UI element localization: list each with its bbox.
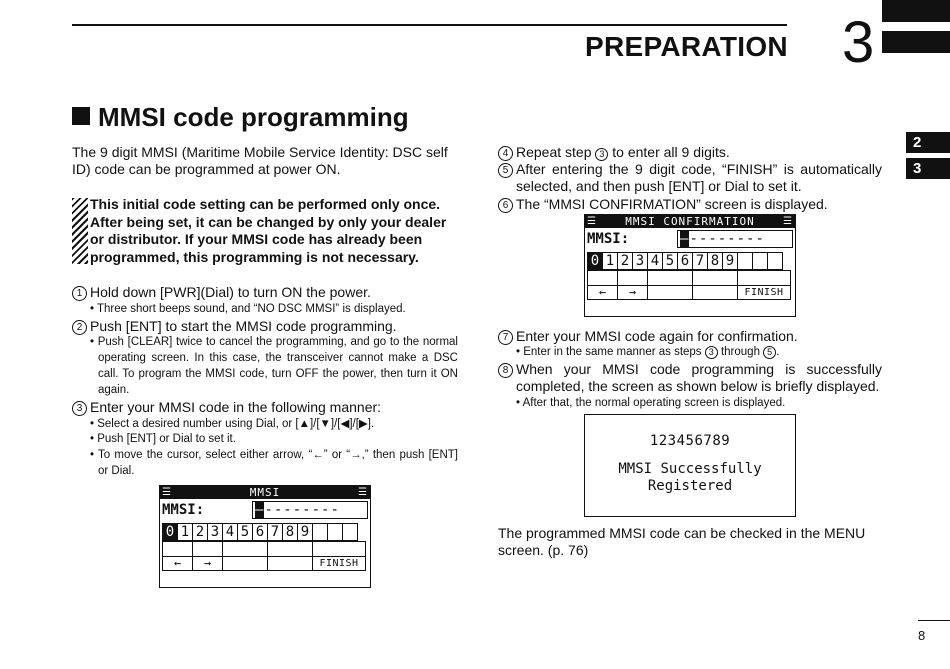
page-number: 8	[918, 628, 926, 643]
step-number-icon: 4	[498, 146, 513, 161]
header-rule	[72, 24, 787, 26]
side-tab-3[interactable]: 3	[906, 158, 950, 179]
step-7: 7 Enter your MMSI code again for confirmation.	[498, 328, 882, 345]
success-line-2: Registered	[647, 478, 733, 494]
mmsi-input[interactable]: –--------	[252, 501, 368, 519]
mmsi-confirmation-lcd-screen	[584, 214, 796, 317]
menu-icon: ☰	[783, 216, 793, 227]
chapter-bar-mid	[882, 31, 950, 53]
chapter-number: 3	[842, 10, 875, 75]
step-ref-icon: 5	[763, 346, 776, 359]
arrow-left-button[interactable]: ←	[587, 285, 618, 300]
warning-text: This initial code setting can be performed only once. After being set, it can be changed by only your dealer or distributor. If your MMSI code has already been programmed, this programming is not necessary.	[90, 196, 447, 265]
arrow-right-button[interactable]: →	[192, 556, 223, 571]
blank-cell	[647, 270, 693, 286]
digit-key[interactable]: 5	[662, 252, 678, 270]
blank-key	[342, 523, 358, 541]
digit-key[interactable]: 0	[587, 252, 603, 270]
digit-key[interactable]: 1	[177, 523, 193, 541]
mmsi-code-display: 123456789	[649, 433, 731, 449]
step-5: 5 After entering the 9 digit code, “FINISH” is automatically selected, and then push [ENT] or Dial to set it.	[498, 161, 882, 195]
step-3-note-2: • Push [ENT] or Dial to set it.	[90, 433, 236, 445]
step-8: 8 When your MMSI code programming is successfully completed, the screen as shown below is briefly displayed.	[498, 361, 882, 395]
step-1-note: • Three short beeps sound, and “NO DSC MMSI” is displayed.	[90, 303, 406, 315]
blank-row	[163, 541, 366, 557]
digit-key[interactable]: 8	[707, 252, 723, 270]
nav-row	[163, 556, 366, 571]
blank-cell	[647, 285, 693, 300]
page-number-rule	[918, 620, 950, 621]
step-number-icon: 3	[72, 401, 87, 416]
step-3-note-1: • Select a desired number using Dial, or [▲]/[▼]/[◀]/[▶].	[90, 418, 375, 430]
step-number-icon: 1	[72, 286, 87, 301]
digit-key[interactable]: 6	[677, 252, 693, 270]
step-number-icon: 6	[498, 198, 513, 213]
arrow-right-button[interactable]: →	[617, 285, 648, 300]
menu-icon: ☰	[358, 487, 368, 498]
blank-cell	[587, 270, 618, 286]
step-1: 1 Hold down [PWR](Dial) to turn ON the power.	[72, 284, 458, 301]
digit-key[interactable]: 8	[282, 523, 298, 541]
footer-text: The programmed MMSI code can be checked in the MENU screen. (p. 76)	[498, 525, 866, 558]
digit-key[interactable]: 5	[237, 523, 253, 541]
square-bullet-icon	[72, 107, 90, 125]
blank-cell	[192, 541, 223, 557]
blank-cell	[267, 556, 313, 571]
blank-cell	[617, 270, 648, 286]
mmsi-label: MMSI:	[587, 231, 630, 247]
step-8-note: • After that, the normal operating screen is displayed.	[516, 397, 786, 409]
intro-text: The 9 digit MMSI (Maritime Mobile Service Identity: DSC self ID) code can be programmed at power ON.	[72, 144, 448, 177]
section-title: MMSI code programming	[72, 102, 409, 133]
chapter-bar-top	[882, 0, 950, 22]
digit-keypad	[163, 523, 358, 541]
digit-key[interactable]: 2	[192, 523, 208, 541]
step-number-icon: 2	[72, 320, 87, 335]
digit-key[interactable]: 4	[222, 523, 238, 541]
step-number-icon: 8	[498, 363, 513, 378]
step-ref-icon: 3	[705, 346, 718, 359]
step-2-note: • Push [CLEAR] twice to cancel the programming, and go to the normal operating screen. In this case, the transceiver cannot make a DSC call. To program the MMSI code, turn OFF the power, then turn it ON again.	[90, 336, 458, 396]
step-3: 3 Enter your MMSI code in the following manner:	[72, 399, 458, 416]
blank-key	[312, 523, 328, 541]
step-3-note-3: • To move the cursor, select either arrow, “←” or “→,” then push [ENT] or Dial.	[90, 449, 458, 477]
lcd-titlebar: ☰ MMSI ☰	[162, 486, 368, 499]
blank-cell	[692, 270, 738, 286]
blank-cell	[222, 556, 268, 571]
lcd-titlebar: ☰ MMSI CONFIRMATION ☰	[587, 215, 793, 228]
blank-cell	[312, 541, 366, 557]
digit-key[interactable]: 9	[722, 252, 738, 270]
menu-icon: ☰	[587, 216, 597, 227]
digit-key[interactable]: 4	[647, 252, 663, 270]
blank-cell	[692, 285, 738, 300]
blank-cell	[737, 270, 791, 286]
blank-row	[588, 270, 791, 286]
blank-cell	[222, 541, 268, 557]
digit-key[interactable]: 3	[632, 252, 648, 270]
digit-key[interactable]: 7	[692, 252, 708, 270]
menu-icon: ☰	[162, 487, 172, 498]
mmsi-input[interactable]: –--------	[677, 230, 793, 248]
blank-cell	[267, 541, 313, 557]
blank-key	[752, 252, 768, 270]
digit-key[interactable]: 3	[207, 523, 223, 541]
digit-key[interactable]: 7	[267, 523, 283, 541]
blank-key	[737, 252, 753, 270]
success-line-1: MMSI Successfully	[618, 461, 762, 477]
step-number-icon: 5	[498, 163, 513, 178]
page-header-title: PREPARATION	[585, 31, 788, 62]
mmsi-label: MMSI:	[162, 502, 205, 518]
digit-key[interactable]: 6	[252, 523, 268, 541]
finish-button[interactable]: FINISH	[312, 556, 366, 571]
side-tab-2[interactable]: 2	[906, 132, 950, 153]
digit-key[interactable]: 1	[602, 252, 618, 270]
blank-key	[327, 523, 343, 541]
success-lcd-screen	[584, 414, 796, 517]
step-number-icon: 7	[498, 330, 513, 345]
digit-key[interactable]: 9	[297, 523, 313, 541]
digit-keypad	[588, 252, 783, 270]
blank-key	[767, 252, 783, 270]
step-6: 6 The “MMSI CONFIRMATION” screen is displayed.	[498, 196, 882, 213]
digit-key[interactable]: 0	[162, 523, 178, 541]
step-7-note: • Enter in the same manner as steps 3 through 5 .	[516, 346, 780, 358]
finish-button[interactable]: FINISH	[737, 285, 791, 300]
blank-cell	[162, 541, 193, 557]
digit-key[interactable]: 2	[617, 252, 633, 270]
warning-stripe-icon	[72, 198, 88, 264]
step-ref-icon: 3	[595, 148, 608, 161]
step-2: 2 Push [ENT] to start the MMSI code programming.	[72, 318, 458, 335]
step-4: 4 Repeat step 3 to enter all 9 digits.	[498, 144, 882, 161]
nav-row	[588, 285, 791, 300]
mmsi-lcd-screen	[159, 485, 371, 588]
arrow-left-button[interactable]: ←	[162, 556, 193, 571]
